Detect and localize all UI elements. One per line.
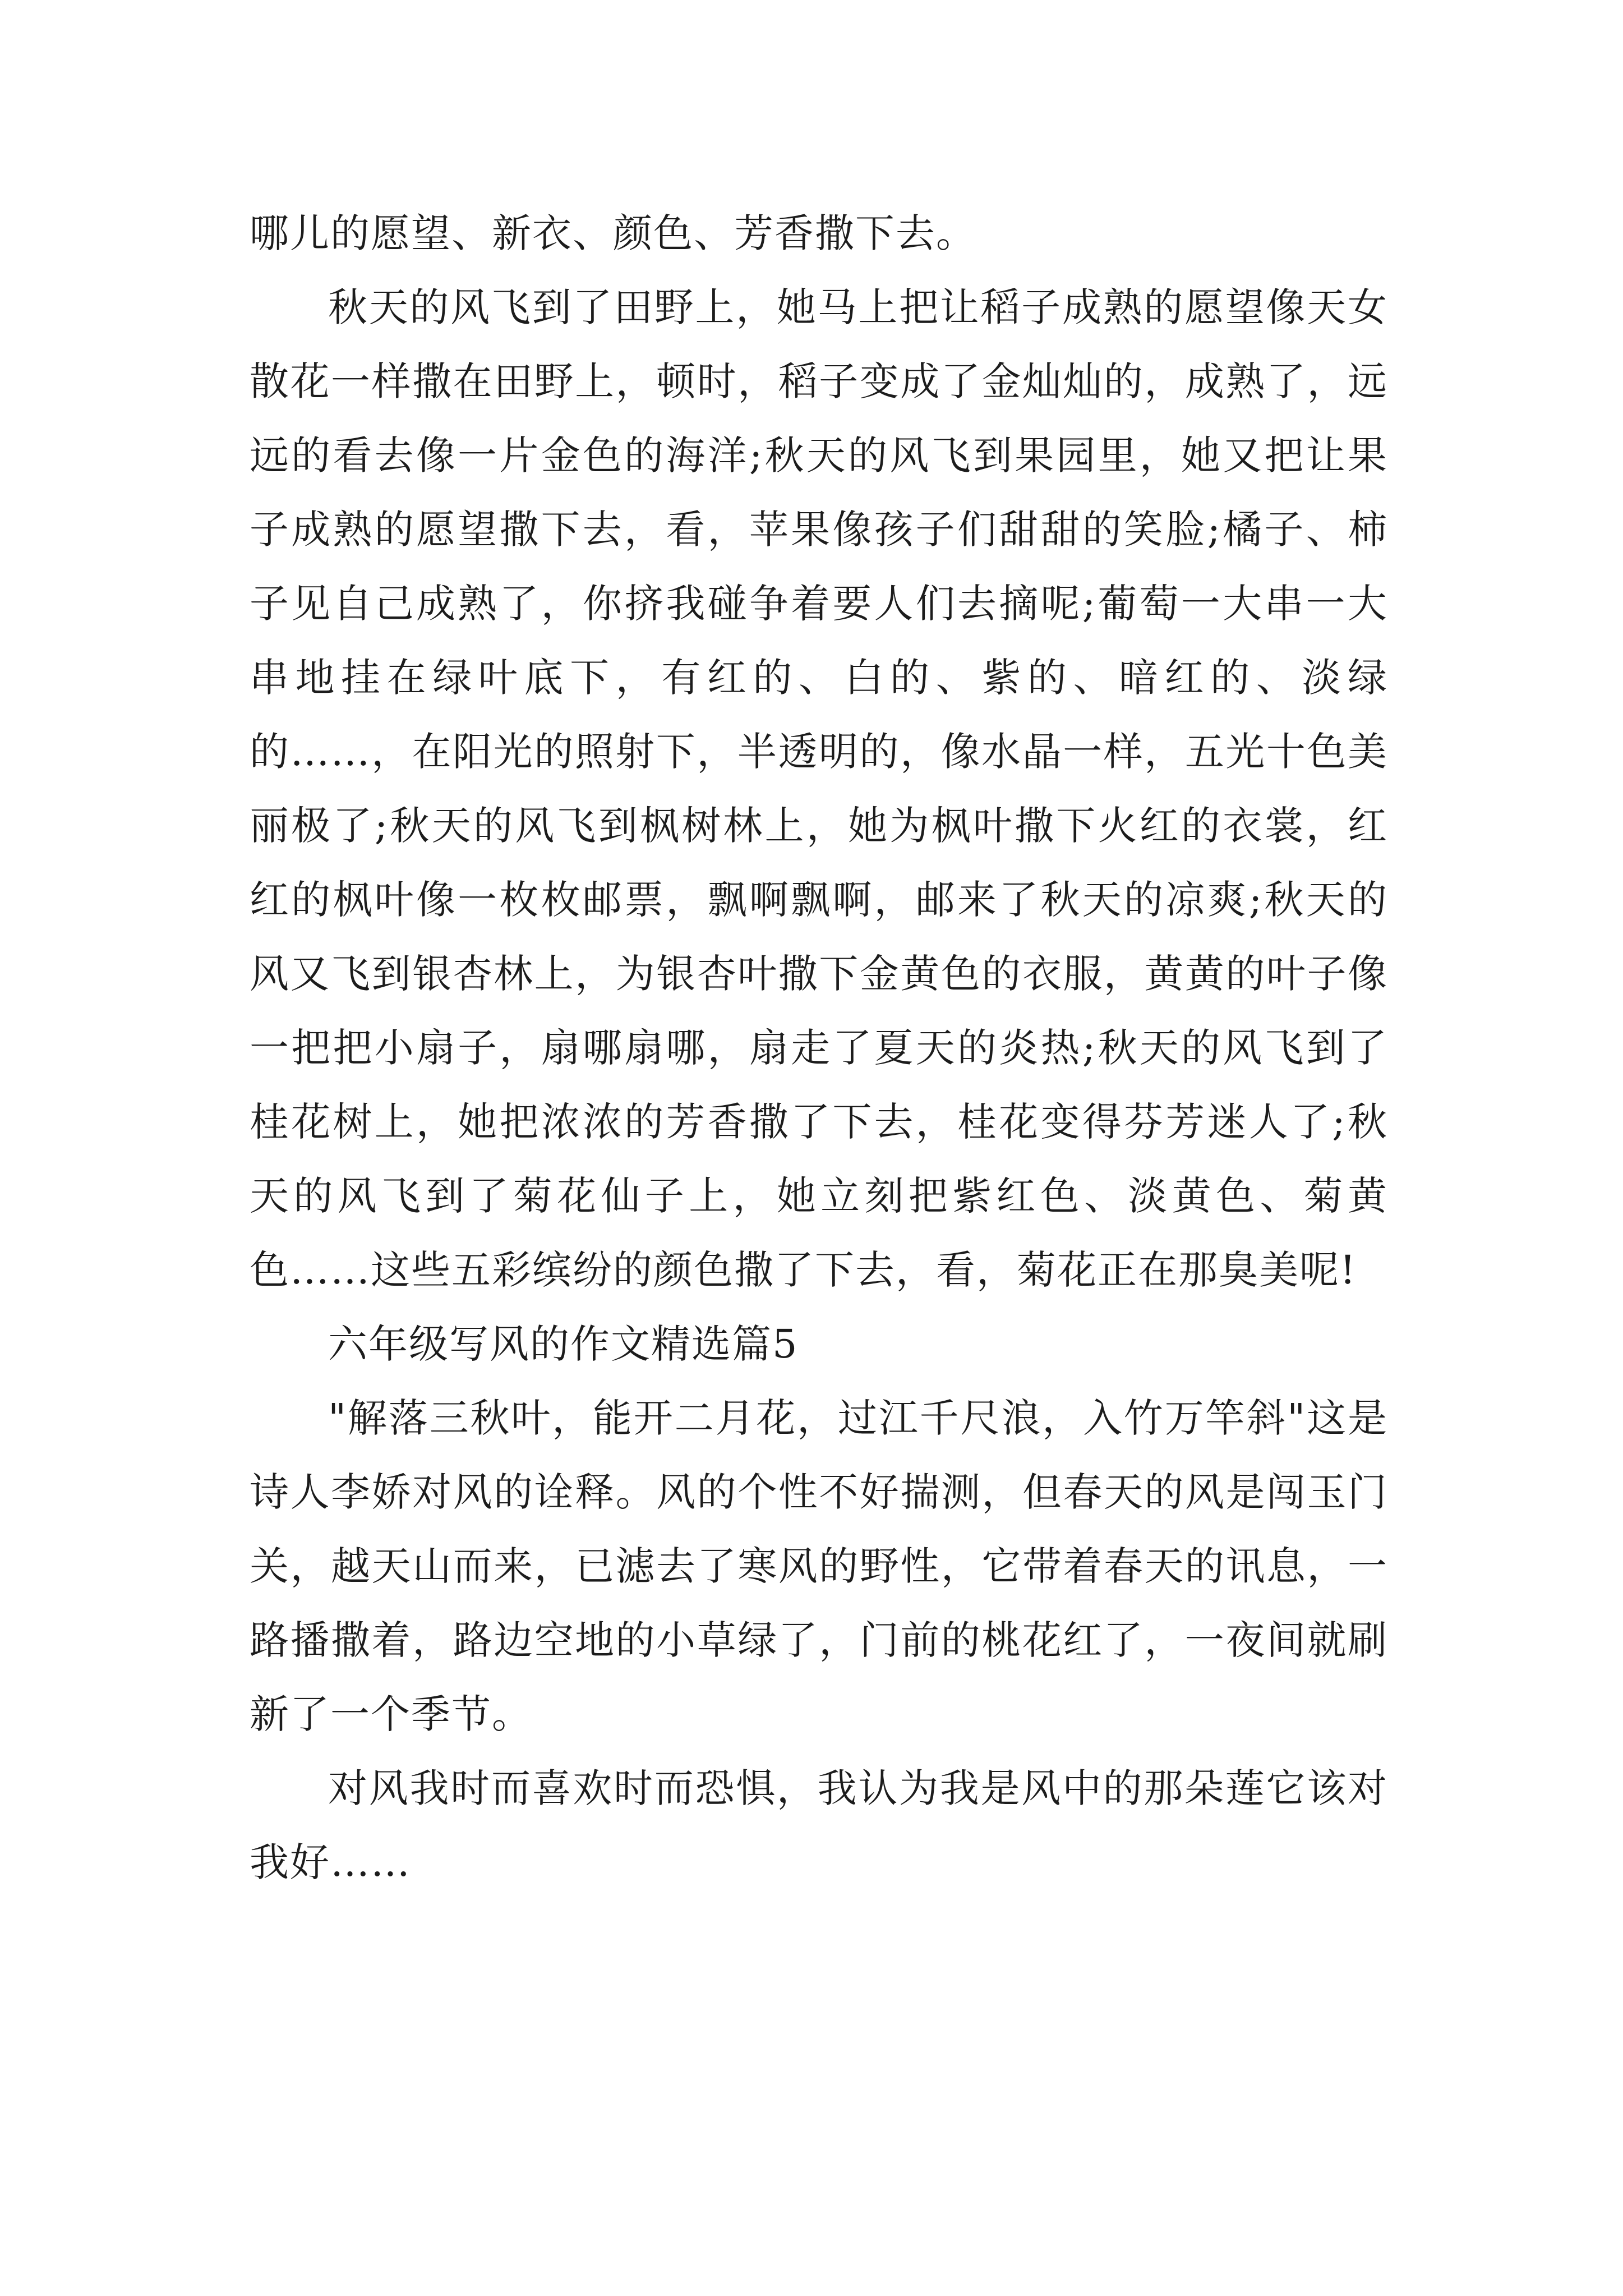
paragraph-continuation: 哪儿的愿望、新衣、颜色、芳香撒下去。 <box>250 210 976 256</box>
paragraph-autumn-wind: 秋天的风飞到了田野上，她马上把让稻子成熟的愿望像天女散花一样撒在田野上，顿时，稻子变成了金灿灿的，成熟了，远远的看去像一片金色的海洋;秋天的风飞到果园里，她又把让果子成熟的愿望撒下去，看，苹果像孩子们甜甜的笑脸;橘子、柿子见自己成熟了，你挤我碰争着要人们去摘呢;葡萄一大串一大串地挂在绿叶底下，有红的、白的、紫的、暗红的、淡绿的……，在阳光的照射下，半透明的，像水晶一样，五光十色美丽极了;秋天的风飞到枫树林上，她为枫叶撒下火红的衣裳，红红的枫叶像一枚枚邮票，飘啊飘啊，邮来了秋天的凉爽;秋天的风又飞到银杏林上，为银杏叶撒下金黄色的衣服，黄黄的叶子像一把把小扇子，扇哪扇哪，扇走了夏天的炎热;秋天的风飞到了桂花树上，她把浓浓的芳香撒了下去，桂花变得芬芳迷人了;秋天的风飞到了菊花仙子上，她立刻把紫红色、淡黄色、菊黄色……这些五彩缤纷的颜色撒了下去，看，菊花正在那臭美呢! <box>250 284 1388 1293</box>
document-body <box>250 196 1388 1899</box>
paragraph-closing: 对风我时而喜欢时而恐惧，我认为我是风中的那朵莲它该对我好…… <box>250 1765 1388 1885</box>
paragraph-spring-wind: "解落三秋叶，能开二月花，过江千尺浪，入竹万竿斜"这是诗人李娇对风的诠释。风的个性不好揣测，但春天的风是闯玉门关，越天山而来，已滤去了寒风的野性，它带着春天的讯息，一路播撒着，路边空地的小草绿了，门前的桃花红了，一夜间就刷新了一个季节。 <box>250 1395 1388 1737</box>
section-heading: 六年级写风的作文精选篇5 <box>328 1321 799 1367</box>
